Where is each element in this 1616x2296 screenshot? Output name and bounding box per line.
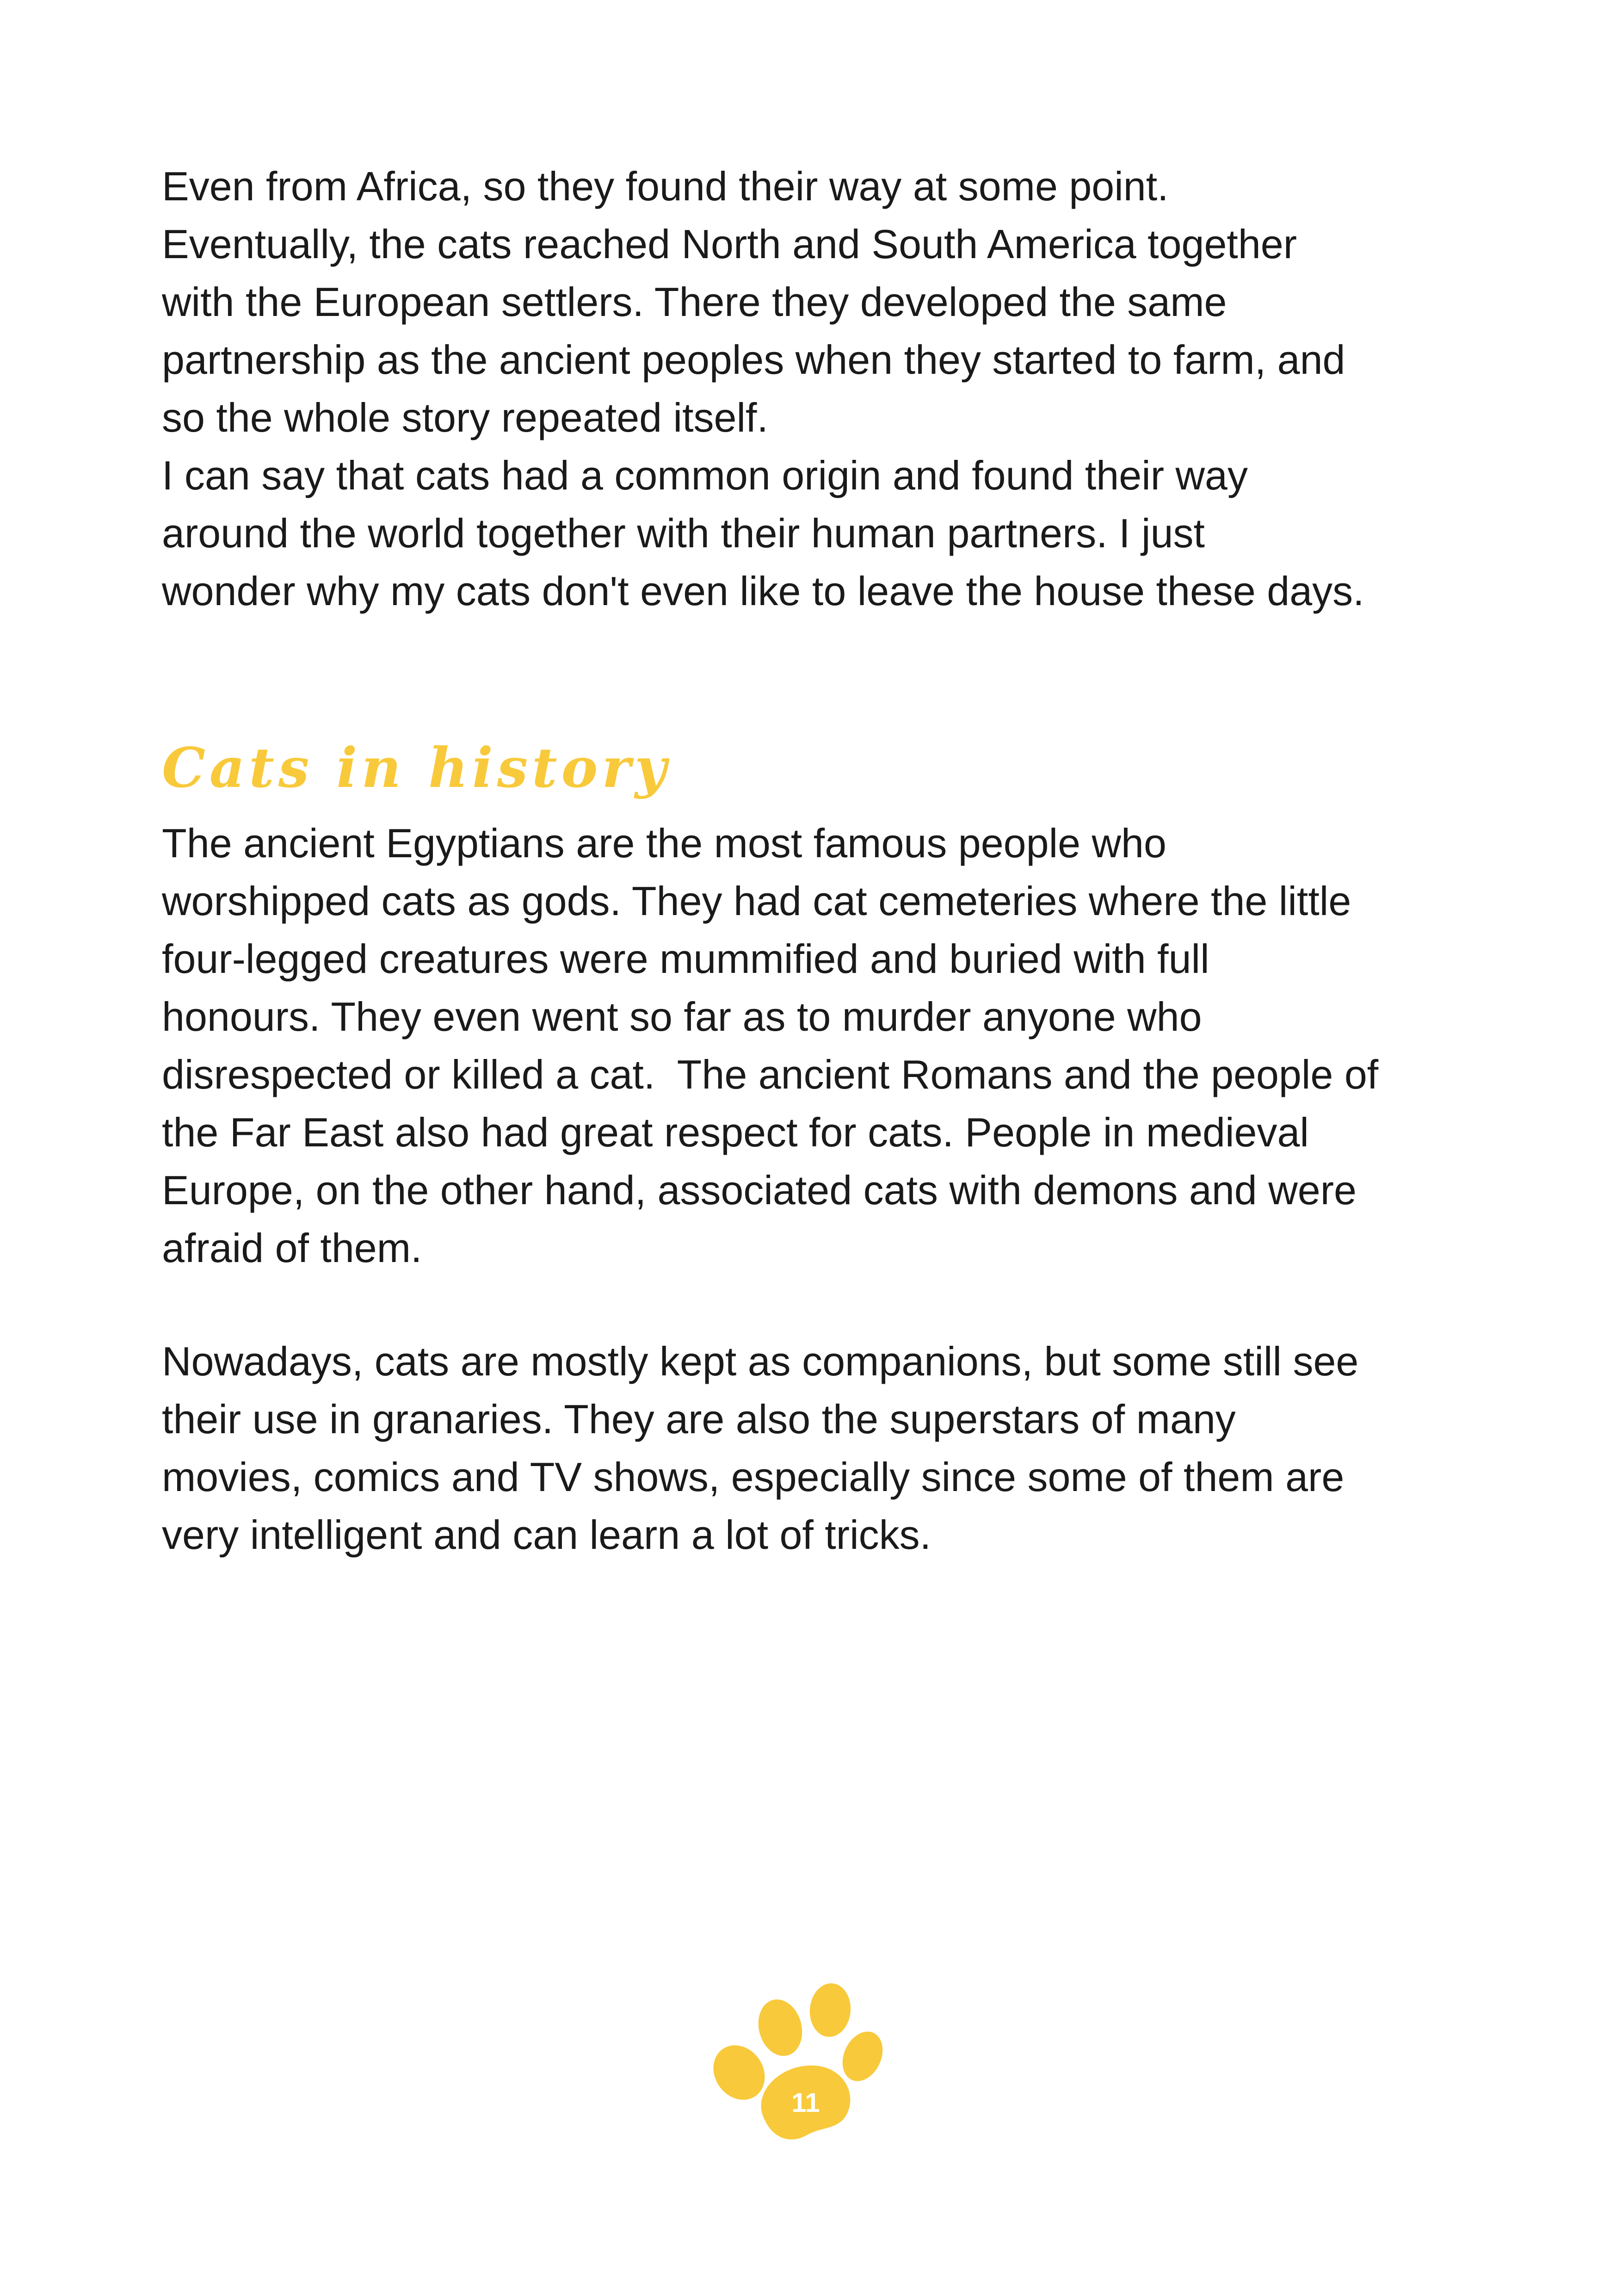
text-line: Europe, on the other hand, associated cats with demons and were — [162, 1167, 1357, 1213]
text-line: four-legged creatures were mummified and buried with full — [162, 936, 1209, 982]
text-line: very intelligent and can learn a lot of tricks. — [162, 1512, 931, 1558]
text-line: I can say that cats had a common origin and found their way — [162, 452, 1248, 498]
paw-print-icon — [708, 1978, 883, 2154]
text-line: worshipped cats as gods. They had cat cemeteries where the little — [162, 878, 1351, 924]
text-line: so the whole story repeated itself. — [162, 395, 768, 440]
text-line: the Far East also had great respect for cats. People in medieval — [162, 1109, 1309, 1155]
text-line: afraid of them. — [162, 1225, 422, 1271]
text-line: The ancient Egyptians are the most famous people who — [162, 820, 1166, 866]
text-line: Eventually, the cats reached North and South America together — [162, 221, 1297, 267]
paw-toe — [752, 1994, 808, 2061]
text-line: honours. They even went so far as to murder anyone who — [162, 994, 1202, 1040]
text-line: with the European settlers. There they developed the same — [162, 279, 1227, 325]
paw-toe — [835, 2025, 883, 2087]
nowadays-paragraph — [162, 1332, 1466, 1564]
page-number: 11 — [791, 2088, 820, 2118]
text-line: disrespected or killed a cat. The ancient Romans and the people of — [162, 1052, 1379, 1097]
intro-paragraph — [162, 157, 1466, 620]
history-paragraph — [162, 814, 1466, 1277]
text-line: Even from Africa, so they found their way at some point. — [162, 163, 1169, 209]
text-line: wonder why my cats don't even like to leave the house these days. — [162, 568, 1364, 614]
text-line: their use in granaries. They are also the superstars of many — [162, 1396, 1236, 1442]
paw-toe — [808, 1981, 853, 2038]
text-line: movies, comics and TV shows, especially since some of them are — [162, 1454, 1345, 1500]
section-heading: Cats in history — [162, 736, 671, 800]
text-line: partnership as the ancient peoples when they started to farm, and — [162, 337, 1345, 383]
text-line: Nowadays, cats are mostly kept as companions, but some still see — [162, 1338, 1359, 1384]
text-line: around the world together with their human partners. I just — [162, 510, 1205, 556]
